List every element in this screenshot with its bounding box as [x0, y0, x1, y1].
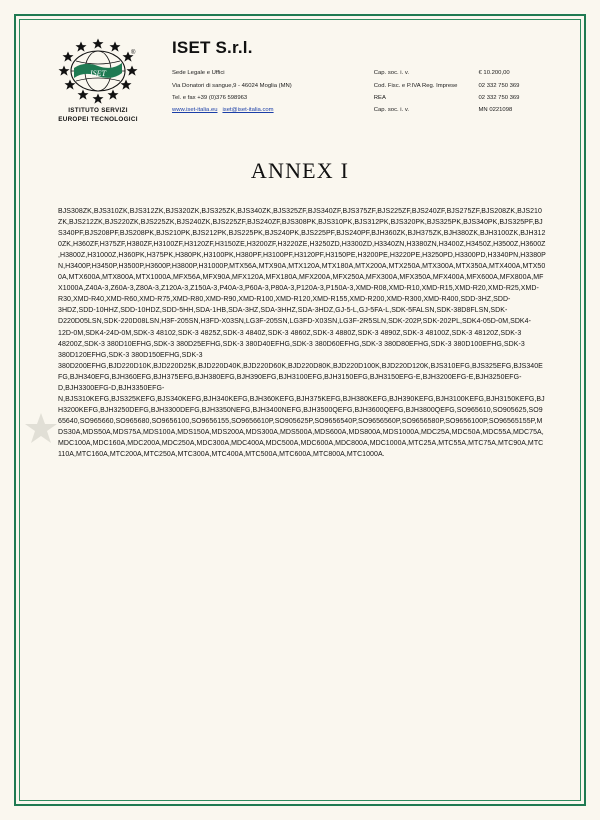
logo-caption-line1: ISTITUTO SERVIZI: [68, 107, 128, 114]
table-row: [172, 80, 560, 92]
page-content: [30, 30, 570, 790]
registered-trademark-symbol: ®: [131, 50, 136, 56]
info-label-3: Cap. soc. i. v.: [373, 106, 410, 113]
info-value-2: 02 332 750 369: [478, 94, 520, 101]
letterhead: [30, 30, 570, 124]
info-left-3: [172, 104, 374, 116]
table-row: [172, 92, 560, 104]
company-email-link[interactable]: iset@iset-italia.com: [222, 106, 274, 113]
info-left-2: Tel. e fax +39 (0)376 598963: [172, 94, 248, 101]
info-label-0: Cap. soc. i. v.: [373, 70, 410, 77]
company-website-link[interactable]: www.iset-italia.eu: [172, 106, 218, 113]
info-value-0: € 10.200,00: [478, 70, 510, 77]
table-row: [172, 104, 560, 116]
star-watermark-icon: [24, 411, 58, 445]
product-code-list: BJS308ZK,BJS310ZK,BJS312ZK,BJS320ZK,BJS325ZK,BJS340ZK,BJS325ZF,BJS340ZF,BJS375ZF,BJS225ZF,BJS240ZF,BJS275ZF,BJS208ZK,BJS210ZK,BJS212ZK,BJS220ZK,BJS225ZK,BJS240ZK,BJS225ZF,BJS240ZF,BJS308PK,BJS310PK,BJS312PK,BJS320PK,BJS325PK,BJS340PK,BJS325PF,BJS340PF,BJS208PF,BJS208PK,BJS210PK,BJS212PK,BJS225PK,BJS240PK,BJS225PF,BJS240PF,BJH360ZK,BJH375ZK,BJH380ZK,BJH3100ZK,BJH3120ZK,H360ZF,H375ZF,H380ZF,H3100ZF,H3120ZF,H3150ZE,H3200ZF,H3220ZE,H3250ZD,H3300ZD,H3340ZN,H3380ZN,H3400Z,H3450Z,H3500Z,H3600Z,H3800Z,H31000Z,H360PK,H375PK,H380PK,H3100PK,H380PF,H3100PF,H3120PF,H3150PE,H3200PE,H3220PE,H3250PD,H3300PD,H3340PN,H3380PN,H3400P,H3450P,H3500P,H3600P,H3800P,H31000P,MTX56A,MTX90A,MTX120A,MTX180A,MTX200A,MTX250A,MTX300A,MTX350A,MTX400A,MTX500A,MTX600A,MTX800A,MTX1000A,MFX56A,MFX90A,MFX120A,MFX180A,MFX200A,MFX250A,MFX300A,MFX350A,MFX400A,MFX600A,MFX800A,MFX1000A,Z40A-3,Z60A-3,Z80A-3,Z120A-3,Z150A-3,P40A-3,P60A-3,P80A-3,P120A-3,P150A-3,XMD-R08,XMD-R10,XMD-R15,XMD-R20,XMD-R25,XMD-R30,XMD-R40,XMD-R60,XMD-R75,XMD-R80,XMD-R90,XMD-R100,XMD-R120,XMD-R155,XMD-R200,XMD-R300,XMD-R400,SDD-3HZ,SDD-3HDZ,SDD-10HHZ,SDD-10HDZ,SDD-5HH,SDA-1HB,SDA-3HZ,SDA-3HHZ,SDA-3HDZ,GJ-5-L,GJ-5FA-L,SDK-5FALSN,SDK-38D8FLSN,SDK-D220D05LSN,SDK-220D08LSN,H3F-205SN,H3FD-X03SN,LG3F-205SN,LG3FD-X03SN,LG3F-2R5SLN,SDK-202P,SDK-202PL,SDK4-05D-0M,SDK4-12D-0M,SDK4-24D-0M,SDK-3 48102,SDK-3 4825Z,SDK-3 4840Z,SDK-3 4860Z,SDK-3 4880Z,SDK-3 4890Z,SDK-3 48100Z,SDK-3 48120Z,SDK-3 48200Z,SDK-3 380D10EFHG,SDK-3 380D25EFHG,SDK-3 380D40EFHG,SDK-3 380D60EFHG,SDK-3 380D80EFHG,SDK-3 380D100EFHG,SDK-3 380D120EFHG,SDK-3 380D150EFHG,SDK-3 380D200EFHG,BJD220D10K,BJD220D25K,BJD220D40K,BJD220D60K,BJD220D80K,BJD220D100K,BJD220D120K,BJS310EFG,BJS325EFG,BJS340EFG,BJH340EFG,BJH360EFG,BJH375EFG,BJH380EFG,BJH390EFG,BJH3100EFG,BJH3150EFG,BJH3150EFG-E,BJH3200EFG-E,BJH3250EFG-D,BJH3300EFG-D,BJH3350EFG-N,BJS310KEFG,BJS325KEFG,BJS340KEFG,BJH340KEFG,BJH360KEFG,BJH375KEFG,BJH380KEFG,BJH390KEFG,BJH3100KEFG,BJH3150KEFG,BJH3200KEFG,BJH3250DEFG,BJH3300DEFG,BJH3350NEFG,BJH3400NEFG,BJH3500QEFG,BJH3600QEFG,BJH3800QEFG,SO965610,SO905625,SO965640,SO965660,SO965680,SO9656100,SO9656155,SO9656610P,SO905625P,SO9656540P,SO9656560P,SO9656580P,SO9656100P,SO96565155P,MDS30A,MDS50A,MDS75A,MDS100A,MDS150A,MDS200A,MDS300A,MDS500A,MDS600A,MDS800A,MDS1000A,MDC25A,MDC50A,MDC55A,MDC75A,MDC100A,MDC160A,MDC200A,MDC250A,MDC300A,MDC400A,MDC500A,MDC600A,MDC800A,MDC1000A,MTC25A,MTC55A,MTC75A,MTC90A,MTC110A,MTC160A,MTC200A,MTC250A,MTC300A,MTC400A,MTC500A,MTC600A,MTC800A,MTC1000A.: [58, 208, 546, 459]
info-label-1: Cod. Fisc. e P.IVA Reg. Imprese: [373, 82, 458, 89]
codes-section: [30, 206, 570, 460]
page-title: ANNEX I: [250, 158, 350, 183]
logo-caption: [38, 107, 158, 124]
info-value-3: MN 0221098: [478, 106, 513, 113]
company-name: ISET S.r.l.: [172, 38, 253, 57]
info-left-1: Via Donatori di sangue,9 - 46024 Moglia (MN): [172, 82, 292, 89]
info-value-1: 02 332 750 369: [478, 82, 520, 89]
logo-caption-line2: EUROPEI TECNOLOGICI: [58, 115, 138, 123]
company-details: [158, 38, 560, 117]
logo-monogram-text: ISET: [90, 69, 106, 78]
table-row: [172, 68, 560, 80]
info-label-2: REA: [373, 94, 386, 101]
company-logo: [38, 38, 158, 124]
company-info-table: [172, 68, 560, 117]
info-left-0: Sede Legale e Uffici: [172, 70, 225, 77]
globe-stars-logo-icon: [52, 38, 144, 104]
